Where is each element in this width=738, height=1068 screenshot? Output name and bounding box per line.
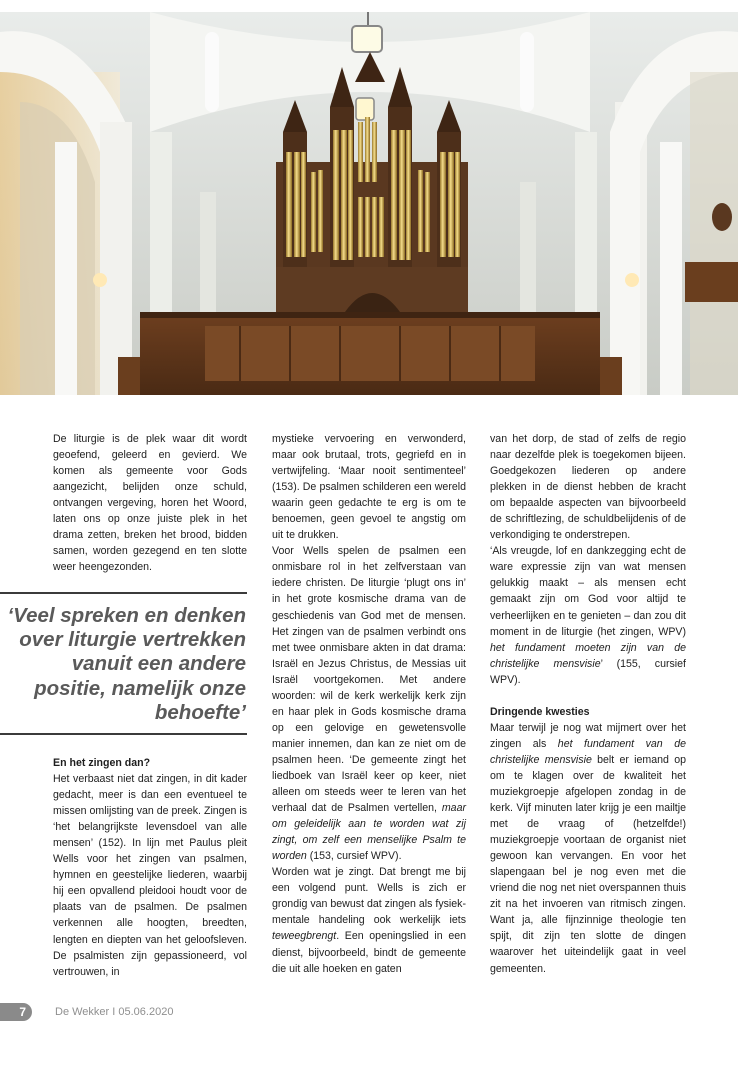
- organ-photo: [0, 12, 738, 395]
- text-run: belt er iemand op om te klagen over de kwaliteit het muziekgroepje afgelopen zondag in de kerk. Vijf minuten later krijg je een mailtje met de vraag of (hetzelfde!) muziekgroepje voortaan de organist niet gewoon kan vervangen. En voor het slapengaan bel je nog even met die vriend die nog net niet overspannen thuis zit na het invoeren van ritmisch zingen. Want ja, alle fijnzinnige theologie ten spijt, dit zijn ten slotte de dingen waarover het uiteindelijk gaat in veel gemeenten.: [490, 753, 686, 975]
- quote-rule-bottom: [0, 733, 247, 735]
- paragraph: [490, 543, 686, 687]
- column-1: [53, 431, 247, 575]
- quote-rule-top: [0, 592, 247, 594]
- column-1-lower: [53, 755, 247, 980]
- paragraph: van het dorp, de stad of zelfs de regio naar dezelfde plek is toegekomen bijeen. Goedgekozen liederen op andere plekken in de dienst hebben de kracht om bepaalde aspecten van bijvoorbeeld de schriftlezing, de schuldbelijdenis of de verkondiging te onderstrepen.: [490, 433, 686, 542]
- pull-quote: ‘Veel spreken en denken over liturgie vertrekken vanuit een andere positie, namelijk onze behoefte’: [7, 604, 246, 724]
- text-run: ‘Als vreugde, lof en dankzegging echt de ware expressie zijn van wat mensen gelukkig maakt – als mensen echt gemaakt zijn om God voor altijd te verheerlijken en te genieten – dan zou dit moment in de liturgie (het zingen, WPV): [490, 545, 686, 638]
- paragraph: [272, 864, 466, 976]
- italic-text: teweegbrengt: [272, 930, 337, 943]
- italic-text: maar om geleidelijk aan te worden wat zij zingt, om zelf een menselijke Psalm te worden: [272, 802, 466, 863]
- organ-illustration: [0, 12, 738, 395]
- text-run: Maar terwijl je nog wat mijmert over het zingen als: [490, 721, 686, 750]
- text-run: ’ (155, cursief WPV).: [490, 657, 686, 686]
- column-3: [490, 431, 686, 977]
- text-run: (153, cursief WPV).: [306, 850, 402, 863]
- paragraph: mystieke vervoering en verwonderd, maar ook brutaal, trots, gegriefd en in vertwijfeling. ‘Maar nooit sentimenteel’ (153). De psalmen schilderen een wereld waarin geen gedachte te erg is om te benoemen, geen gevoel te angstig om uit te drukken.: [272, 433, 466, 542]
- footer-separator: I: [112, 1006, 116, 1018]
- intro-paragraph: De liturgie is de plek waar dit wordt geoefend, geleerd en gevierd. We komen als gemeente voor Gods aangezicht, belijden onze schuld, ontvangen vergeving, horen het Woord, laten ons op onze juiste plek in het drama zetten, breken het brood, bidden samen, worden gezegend en ten slotte weer heengezonden.: [53, 433, 247, 574]
- magazine-name: De Wekker: [55, 1006, 110, 1018]
- paragraph: [490, 720, 686, 977]
- section-heading-kwesties: Dringende kwesties: [490, 705, 590, 718]
- body-paragraph: Het verbaast niet dat zingen, in dit kader gedacht, meer is dan een eventueel te missen omlijsting van de preek. Zingen is ‘het belangrijkste levensdoel van alle mensen’ (152). In lijn met Paulus pleit Wells voor het zingen van psalmen, hymnen en geestelijke liederen, waarbij hij een opvallend pleidooi houdt voor de plaats van de psalmen. De psalmen verkennen alle hoogten, breedten, lengten en diepten van het geloofsleven. De psalmisten zijn gepassioneerd, vol vertrouwen, in: [53, 773, 247, 978]
- page-number: 7: [0, 1003, 32, 1021]
- footer-credit: [55, 1004, 173, 1020]
- column-2: [272, 431, 466, 977]
- issue-date: 05.06.2020: [118, 1006, 174, 1018]
- section-heading-zingen: En het zingen dan?: [53, 757, 151, 769]
- italic-text: het fundament moeten zijn van de christelijke mensvisie: [490, 641, 686, 670]
- text-run: Voor Wells spelen de psalmen een onmisbare rol in het zelfverstaan van iedere christen. De liturgie ‘plugt ons in’ in het grote kosmische drama van de geschiedenis van God met de mensen. Het zingen van de psalmen verbindt ons met twee onmisbare akten in dat drama: Israël en Jezus Christus, de Messias uit Israël voortgekomen. Met andere woorden: wil de kerk werkelijk kerk zijn en haar plek in Gods kosmische drama op een gelovige en gewetensvolle manier innemen, dan kan ze niet om de psalmen heen. ‘De gemeente zingt het liedboek van Israël keer op keer, niet alleen om steeds weer te leren van het verhaal dat de Psalmen vertellen,: [272, 545, 466, 815]
- text-run: . Een openingslied in een dienst, bijvoorbeeld, bindt de gemeente die uit alle hoeken en gaten: [272, 930, 466, 975]
- text-run: Worden wat je zingt. Dat brengt me bij een volgend punt. Wells is zich er grondig van bewust dat zingen als fysiek-mentale handeling ook werkelijk iets: [272, 866, 466, 927]
- paragraph: [272, 543, 466, 864]
- italic-text: het fundament van de christelijke mensvisie: [490, 737, 686, 766]
